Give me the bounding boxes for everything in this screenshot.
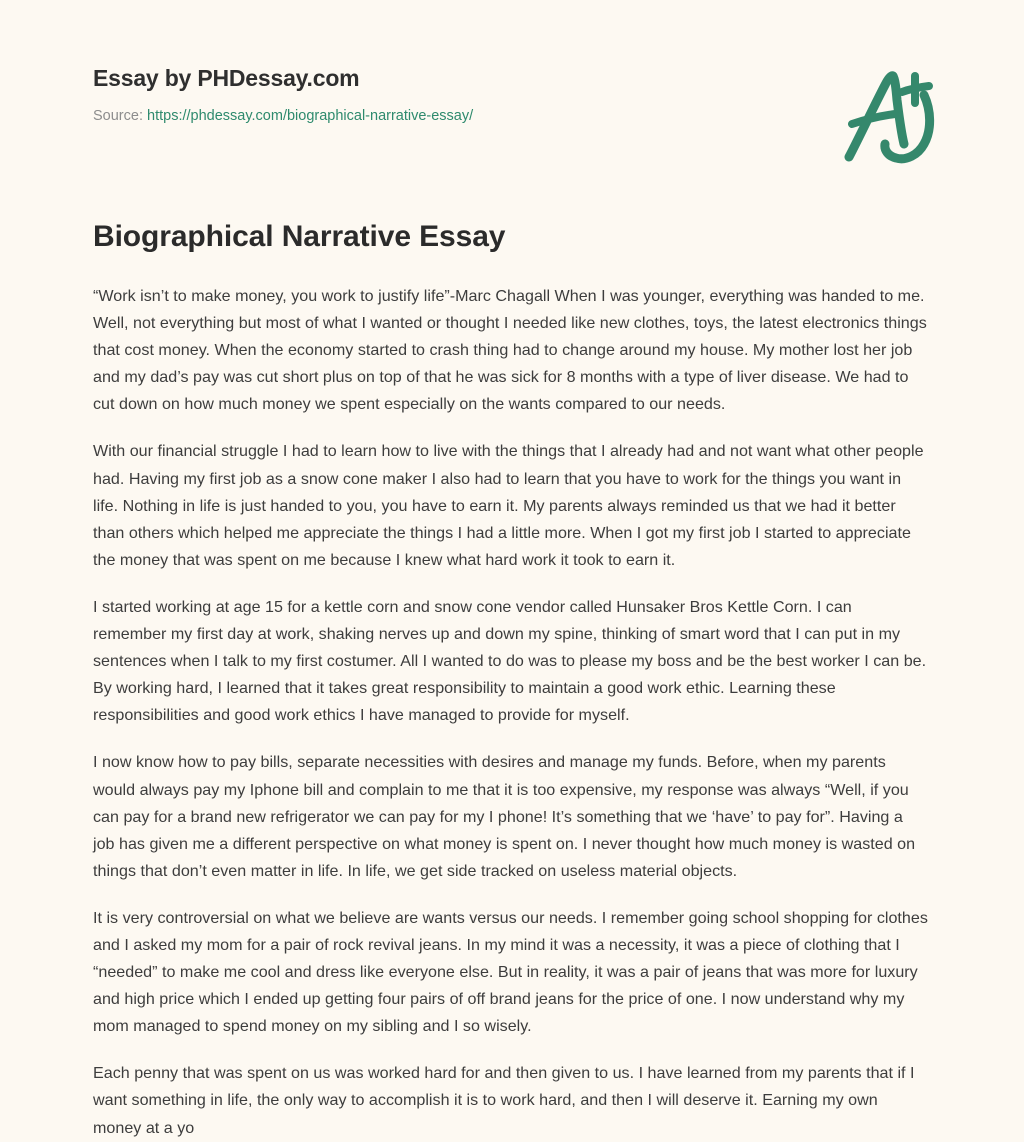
source-label: Source:	[93, 108, 143, 125]
brand-title: Essay by PHDessay.com	[93, 65, 360, 91]
page-title: Biographical Narrative Essay	[93, 220, 506, 253]
a-plus-handwritten-logo-icon	[836, 62, 946, 172]
a-plus-logo-svg	[836, 62, 946, 172]
essay-paragraph: I now know how to pay bills, separate necessities with desires and manage my funds. Before, when my parents would always pay my Iphone bill and complain to me that it is too expensive, my response was always “Well, if you can pay for a brand new refrigerator we can pay for my I phone! It’s something that we ‘have’ to pay for”. Having a job has given me a different perspective on what money is spent on. I never thought how much money is wasted on things that don’t even matter in life. In life, we get side tracked on useless material objects.	[93, 753, 916, 880]
essay-paragraph: It is very controversial on what we believe are wants versus our needs. I remember going school shopping for clothes and I asked my mom for a pair of rock revival jeans. In my mind it was a necessity, it was a piece of clothing that I “needed” to make me cool and dress like everyone else. But in reality, it was a pair of jeans that was more for luxury and high price which I ended up getting four pairs of off brand jeans for the price of one. I now understand why my mom managed to spend money on my sibling and I so wisely.	[93, 908, 928, 1036]
essay-paragraph: “Work isn’t to make money, you work to justify life”-Marc Chagall When I was younger, everything was handed to me. Well, not everything but most of what I wanted or thought I needed like new clothes, toys, the latest electronics things that cost money. When the economy started to crash thing had to change around my house. My mother lost her job and my dad’s pay was cut short plus on top of that he was sick for 8 months with a type of liver disease. We had to cut down on how much money we spent especially on the wants compared to our needs.	[93, 287, 927, 414]
essay-body	[93, 283, 928, 1142]
essay-paragraph: I started working at age 15 for a kettle corn and snow cone vendor called Hunsaker Bros Kettle Corn. I can remember my first day at work, shaking nerves up and down my spine, thinking of smart word that I can put in my sentences when I talk to my first costumer. All I wanted to do was to please my boss and be the best worker I can be. By working hard, I learned that it takes great responsibility to maintain a good work ethic. Learning these responsibilities and good work ethics I have managed to provide for myself.	[93, 597, 927, 725]
page-header	[93, 66, 964, 126]
source-url-link[interactable]: https://phdessay.com/biographical-narrative-essay/	[147, 108, 474, 125]
source-line	[93, 108, 964, 125]
essay-paragraph: With our financial struggle I had to learn how to live with the things that I already had and not want what other people had. Having my first job as a snow cone maker I also had to learn that you have to work for the things you want in life. Nothing in life is just handed to you, you have to earn it. My parents always reminded us that we had it better than others which helped me appreciate the things I had a little more. When I got my first job I started to appreciate the money that was spent on me because I knew what hard work it took to earn it.	[93, 442, 924, 569]
essay-paragraph: Each penny that was spent on us was worked hard for and then given to us. I have learned from my parents that if I want something in life, the only way to accomplish it is to work hard, and then I will deserve it. Earning my own money at a yo	[93, 1064, 915, 1137]
